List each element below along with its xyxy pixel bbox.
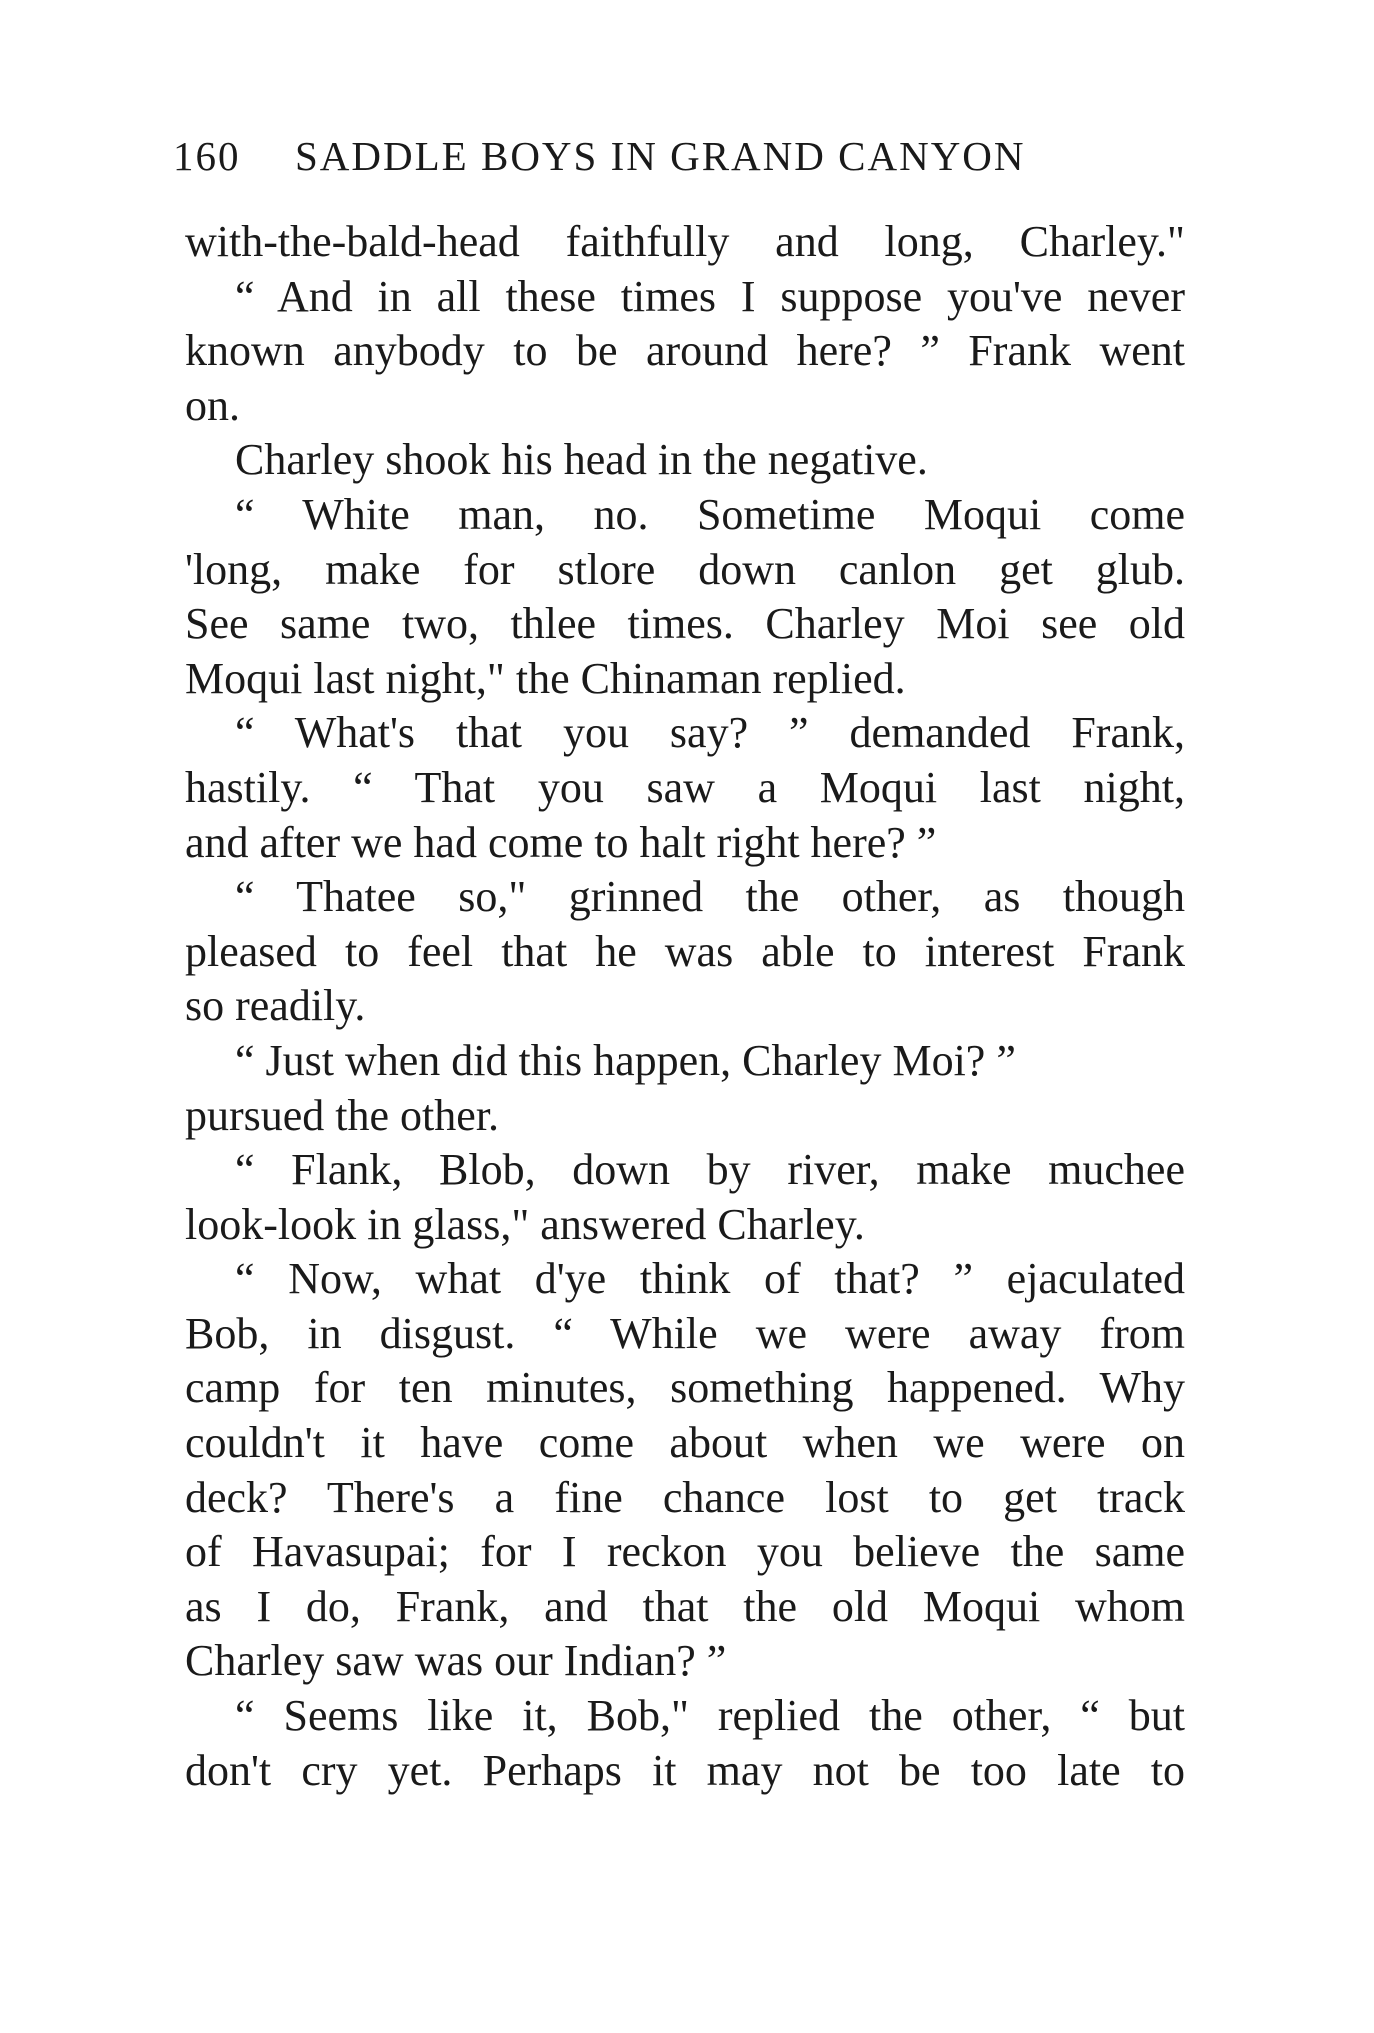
text-line: “ What's that you say? ” demanded Frank, xyxy=(235,708,1185,758)
text-line: Bob, in disgust. “ While we were away from xyxy=(185,1308,1185,1358)
text-line: as I do, Frank, and that the old Moqui whom xyxy=(185,1581,1185,1631)
text-line: Charley saw was our Indian? ” xyxy=(185,1636,727,1686)
text-line: deck? There's a fine chance lost to get track xyxy=(185,1472,1185,1522)
text-line: so readily. xyxy=(185,981,366,1031)
body-text xyxy=(185,215,1185,1798)
text-line: known anybody to be around here? ” Frank went xyxy=(185,326,1185,376)
text-line: with-the-bald-head faithfully and long, Charley." xyxy=(185,217,1185,266)
text-line: on. xyxy=(185,380,240,430)
text-line: “ Flank, Blob, down by river, make muchee xyxy=(235,1145,1185,1195)
text-line: Charley shook his head in the negative. xyxy=(235,435,928,485)
text-line: 'long, make for stlore down canlon get glub. xyxy=(185,544,1185,594)
text-line: and after we had come to halt right here? ” xyxy=(185,817,937,867)
text-line: “ Seems like it, Bob," replied the other, “ but xyxy=(235,1691,1185,1741)
text-line: don't cry yet. Perhaps it may not be too late to xyxy=(185,1745,1185,1795)
text-line: “ Thatee so," grinned the other, as though xyxy=(235,872,1185,922)
page-number: 160 xyxy=(173,133,241,179)
text-line: look-look in glass," answered Charley. xyxy=(185,1199,865,1249)
text-line: “ Just when did this happen, Charley Moi? ” xyxy=(235,1035,1016,1085)
text-line: “ Now, what d'ye think of that? ” ejaculated xyxy=(235,1254,1185,1304)
text-line: “ And in all these times I suppose you've never xyxy=(235,271,1185,321)
text-line: pleased to feel that he was able to interest Frank xyxy=(185,926,1185,976)
text-line: “ White man, no. Sometime Moqui come xyxy=(235,489,1185,539)
text-line: See same two, thlee times. Charley Moi see old xyxy=(185,599,1185,649)
text-line: couldn't it have come about when we were on xyxy=(185,1418,1185,1468)
text-line: pursued the other. xyxy=(185,1090,500,1140)
running-title: SADDLE BOYS IN GRAND CANYON xyxy=(295,133,1026,179)
text-line: camp for ten minutes, something happened. Why xyxy=(185,1363,1185,1413)
text-line: of Havasupai; for I reckon you believe the same xyxy=(185,1527,1185,1577)
text-line: hastily. “ That you saw a Moqui last night, xyxy=(185,762,1185,812)
page-header xyxy=(173,132,1185,182)
text-line: Moqui last night," the Chinaman replied. xyxy=(185,653,906,703)
